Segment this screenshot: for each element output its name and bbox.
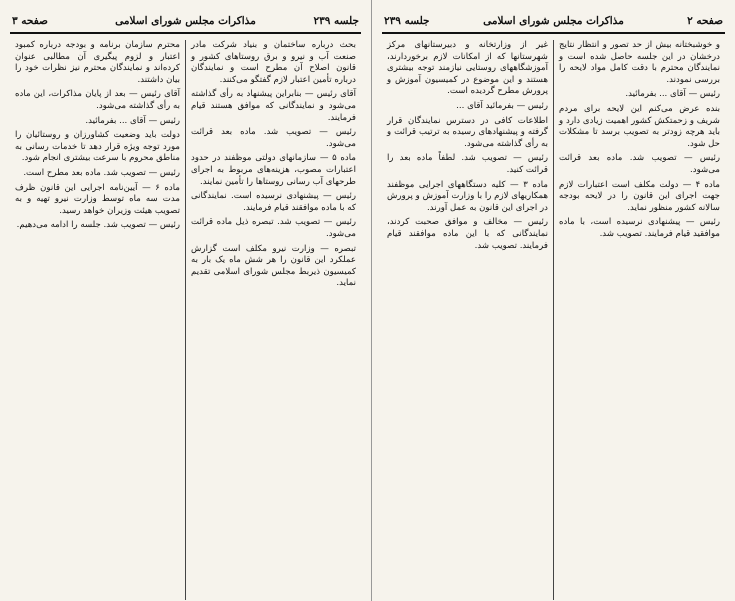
paragraph: آقای رئیس — بعد از پایان مذاکرات، این ماده به رأی گذاشته می‌شود. — [15, 89, 180, 111]
session-number: جلسه ۲۳۹ — [313, 15, 359, 27]
paragraph: و خوشبختانه بیش از حد تصور و انتظار نتایج درخشان در این جلسه حاصل شده است و نمایندگان محترم با دقت کامل مواد لایحه را بررسی نمودند. — [559, 40, 720, 85]
page-header — [382, 10, 725, 34]
paragraph: رئیس — تصویب شد. ماده بعد قرائت می‌شود. — [559, 153, 720, 175]
page-number: صفحه ۲ — [687, 15, 723, 27]
paragraph: دولت باید وضعیت کشاورزان و روستائیان را مورد توجه ویژه قرار دهد تا خدمات رسانی به مناطق محروم با سرعت بیشتری انجام شود. — [15, 130, 180, 164]
session-number: جلسه ۲۳۹ — [384, 15, 430, 27]
paragraph: ماده ۳ — کلیه دستگاههای اجرایی موظفند همکاریهای لازم را با وزارت آموزش و پرورش در اجرای این قانون به عمل آورند. — [387, 179, 548, 213]
paragraph: غیر از وزارتخانه و دبیرستانهای مرکز شهرستانها که از امکانات لازم برخوردارند، آموزشگاههای روستایی نیازمند توجه بیشتری هستند و این موضوع در کمیسیون آموزش و پرورش مطرح گردیده است. — [387, 40, 548, 97]
paragraph: رئیس — تصویب شد. ماده بعد مطرح است. — [23, 167, 180, 178]
paragraph: رئیس — پیشنهادی نرسیده است. نمایندگانی که با ماده موافقند قیام فرمایند. — [191, 191, 356, 213]
paragraph: رئیس — تصویب شد. ماده بعد قرائت می‌شود. — [191, 127, 356, 149]
paragraph: رئیس — تصویب شد. لطفاً ماده بعد را قرائت کنید. — [387, 153, 548, 175]
page-title: مذاکرات مجلس شورای اسلامی — [483, 15, 624, 27]
paragraph: محترم سازمان برنامه و بودجه درباره کمبود اعتبار و لزوم پیگیری آن مطالبی عنوان کرده‌اند و نمایندگان محترم نیز نظرات خود را بیان داشتند. — [15, 40, 180, 85]
paragraph: بحث درباره ساختمان و بنیاد شرکت مادر صنعت آب و نیرو و برق روستاهای کشور و قانون اصلاح آن مطرح است و نمایندگان درباره تأمین اعتبار لازم گفتگو می‌کنند. — [191, 40, 356, 85]
paragraph: رئیس — مخالف و موافق صحبت کردند، نمایندگانی که با این ماده موافقند قیام فرمایند. تصویب شد. — [387, 217, 548, 251]
paragraph: تبصره — وزارت نیرو مکلف است گزارش عملکرد این قانون را هر شش ماه یک بار به کمیسیون ذیربط مجلس شورای اسلامی تقدیم نماید. — [191, 243, 356, 289]
page-number: صفحه ۳ — [12, 15, 48, 27]
paragraph: رئیس — پیشنهادی نرسیده است، با ماده موافقید قیام فرمایند. تصویب شد. — [559, 217, 720, 239]
paragraph: ماده ۴ — دولت مکلف است اعتبارات لازم جهت اجرای این قانون را در لایحه بودجه سالانه کشور منظور نماید. — [559, 179, 720, 213]
text-column-left — [382, 40, 553, 600]
paragraph: ماده ۵ — سازمانهای دولتی موظفند در حدود اعتبارات مصوب، هزینه‌های مربوط به اجرای طرحهای آب رسانی روستاها را تأمین نمایند. — [191, 153, 356, 187]
paragraph: بنده عرض می‌کنم این لایحه برای مردم شریف و زحمتکش کشور اهمیت زیادی دارد و باید هرچه زودتر به تصویب برسد تا مشکلات حل شود. — [559, 103, 720, 149]
paragraph: رئیس — آقای ... بفرمائید. — [85, 115, 180, 126]
page-title: مذاکرات مجلس شورای اسلامی — [115, 15, 256, 27]
paragraph: ماده ۶ — آیین‌نامه اجرایی این قانون ظرف مدت سه ماه توسط وزارت نیرو تهیه و به تصویب هیئت وزیران خواهد رسید. — [15, 182, 180, 216]
page-body — [10, 40, 361, 600]
paragraph: رئیس — تصویب شد. جلسه را ادامه می‌دهیم. — [16, 220, 180, 231]
right-page — [372, 0, 735, 601]
text-column-left — [10, 40, 185, 600]
page-body — [382, 40, 725, 600]
text-column-right — [186, 40, 361, 600]
paragraph: رئیس — آقای ... بفرمائید. — [625, 89, 720, 100]
paragraph: آقای رئیس — بنابراین پیشنهاد به رأی گذاشته می‌شود و نمایندگانی که موافق هستند قیام فرمایند. — [191, 89, 356, 123]
paragraph: رئیس — تصویب شد. تبصره ذیل ماده قرائت می‌شود. — [191, 217, 356, 239]
text-column-right — [554, 40, 725, 600]
page-header — [10, 10, 361, 34]
paragraph: رئیس — بفرمائید آقای ... — [456, 100, 548, 111]
paragraph: اطلاعات کافی در دسترس نمایندگان قرار گرفته و پیشنهادهای رسیده به ترتیب قرائت و به رأی گذاشته می‌شود. — [387, 115, 548, 149]
